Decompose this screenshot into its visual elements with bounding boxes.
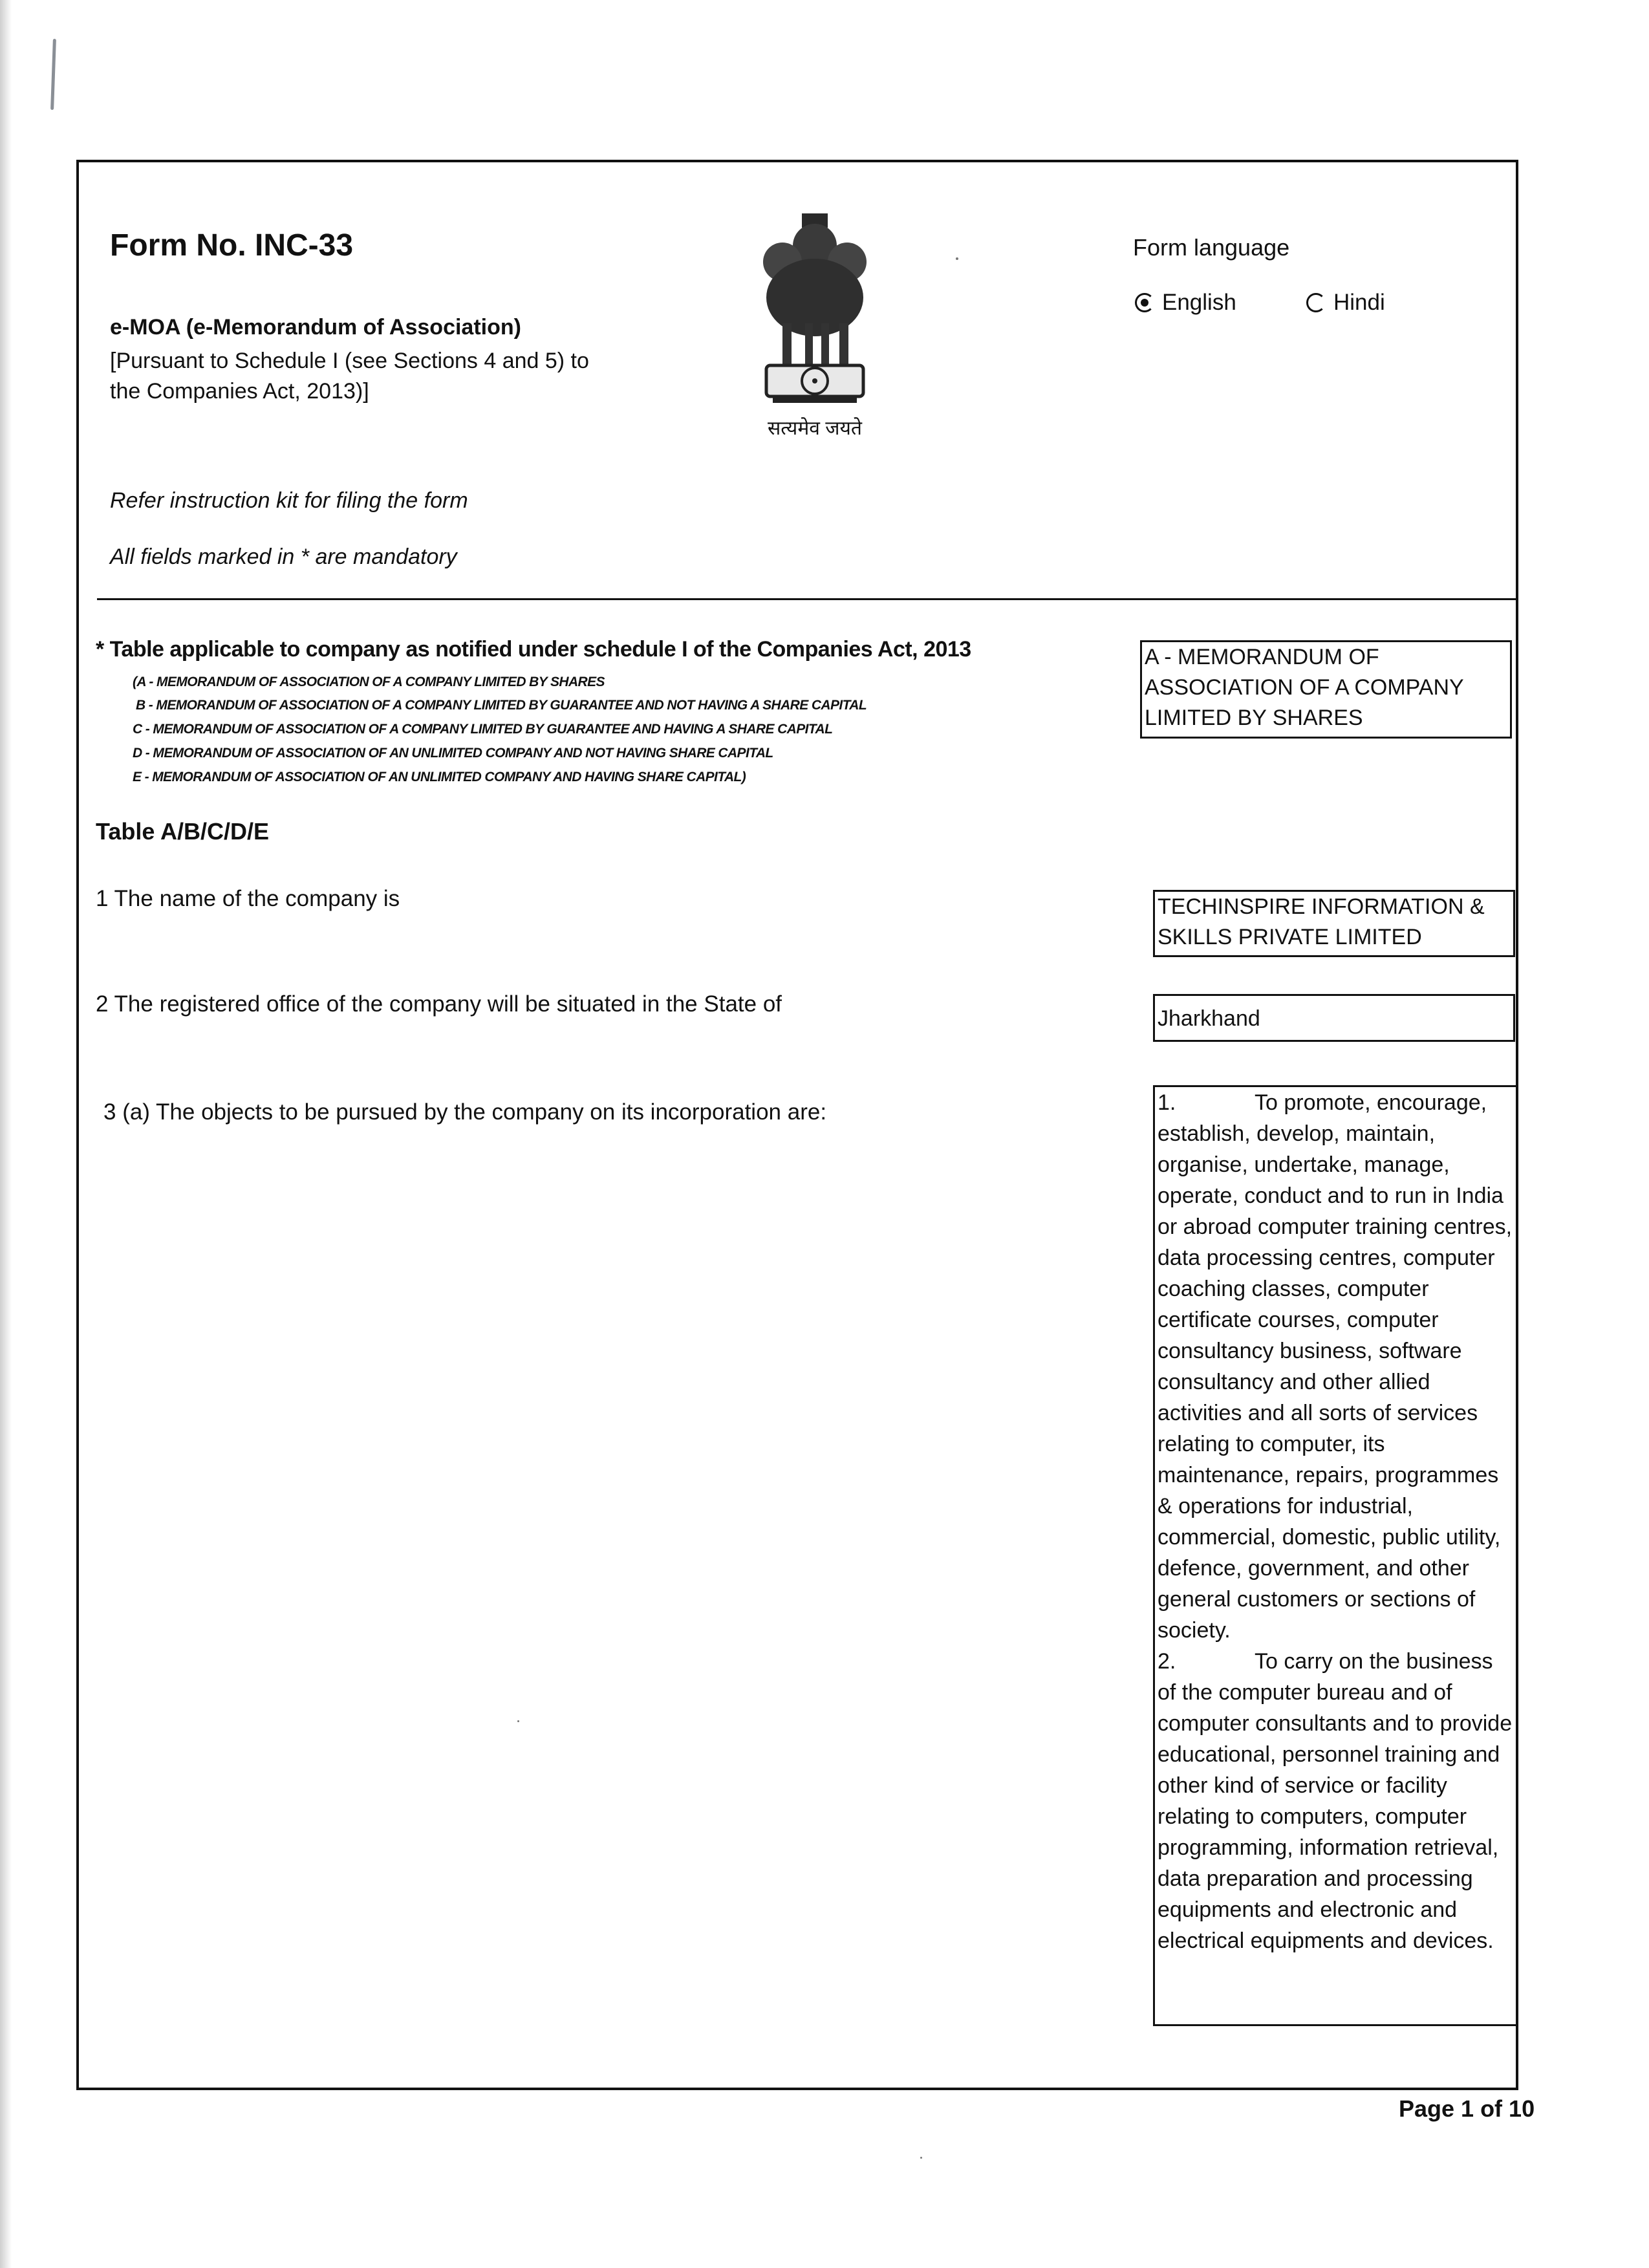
- form-number: Form No. INC-33: [110, 228, 354, 263]
- page-number: Page 1 of 10: [1399, 2095, 1535, 2122]
- object-number: 2.: [1158, 1649, 1176, 1674]
- table-applicable-field[interactable]: A - MEMORANDUM OF ASSOCIATION OF A COMPANY LIMITED BY SHARES: [1140, 640, 1512, 739]
- table-option-d: D - MEMORANDUM OF ASSOCIATION OF AN UNLIMITED COMPANY AND NOT HAVING SHARE CAPITAL: [133, 746, 773, 761]
- radio-hindi[interactable]: [1306, 290, 1385, 316]
- pursuant-line-2: the Companies Act, 2013)]: [110, 379, 369, 404]
- question-company-name: 1 The name of the company is: [96, 886, 400, 911]
- instruction-note: Refer instruction kit for filing the form: [110, 488, 468, 513]
- table-option-b: B - MEMORANDUM OF ASSOCIATION OF A COMPANY LIMITED BY GUARANTEE AND NOT HAVING A SHARE CAPITAL: [136, 698, 867, 713]
- header-divider: [97, 598, 1516, 600]
- scan-edge: [0, 0, 12, 2268]
- question-registered-state: 2 The registered office of the company will be situated in the State of: [96, 991, 782, 1017]
- scan-speck: [956, 257, 958, 260]
- radio-unchecked-icon[interactable]: [1306, 293, 1326, 312]
- pursuant-text: [110, 346, 692, 407]
- company-name-field[interactable]: TECHINSPIRE INFORMATION & SKILLS PRIVATE LIMITED: [1153, 890, 1515, 957]
- table-option-a: (A - MEMORANDUM OF ASSOCIATION OF A COMPANY LIMITED BY SHARES: [133, 675, 605, 689]
- object-text: To carry on the business of the computer bureau and of computer consultants and to provide educational, personnel training and other kind of service or facility relating to computers, computer programming, information retrieval, data preparation and processing equipments and electronic and electrical equipments and devices.: [1158, 1649, 1513, 1953]
- scan-speck: [517, 1720, 519, 1722]
- registered-state-field[interactable]: Jharkhand: [1153, 994, 1515, 1042]
- scan-speck: [920, 2157, 922, 2159]
- object-text: To promote, encourage, establish, develop, maintain, organise, undertake, manage, operate, conduct and to run in India or abroad computer training centres, data processing centres, computer coaching classes, computer certificate courses, computer consultancy business, software consultancy and other allied activities and all sorts of services relating to computer, its maintenance, repairs, programmes & operations for industrial, commercial, domestic, public utility, defence, government, and other general customers or sections of society.: [1158, 1090, 1513, 1643]
- question-objects: 3 (a) The objects to be pursued by the company on its incorporation are:: [103, 1099, 827, 1125]
- objects-field[interactable]: [1153, 1085, 1518, 2026]
- radio-english-label: English: [1162, 290, 1236, 315]
- object-item-1: [1158, 1087, 1514, 1646]
- table-option-e: E - MEMORANDUM OF ASSOCIATION OF AN UNLIMITED COMPANY AND HAVING SHARE CAPITAL): [133, 770, 746, 784]
- pursuant-line-1: [Pursuant to Schedule I (see Sections 4 and 5) to: [110, 349, 589, 373]
- staple-mark: [50, 39, 56, 110]
- object-item-2: [1158, 1646, 1514, 1956]
- table-applicable-heading: * Table applicable to company as notified under schedule I of the Companies Act, 2013: [96, 637, 971, 662]
- mandatory-note: All fields marked in * are mandatory: [110, 545, 457, 569]
- form-subtitle: e-MOA (e-Memorandum of Association): [110, 315, 521, 340]
- national-emblem-icon: [744, 207, 886, 440]
- emblem-motto: सत्यमेव जयते: [767, 418, 863, 439]
- object-number: 1.: [1158, 1090, 1176, 1115]
- table-option-c: C - MEMORANDUM OF ASSOCIATION OF A COMPANY LIMITED BY GUARANTEE AND HAVING A SHARE CAPITAL: [133, 722, 833, 737]
- radio-hindi-label: Hindi: [1333, 290, 1385, 315]
- radio-english[interactable]: [1135, 290, 1236, 316]
- form-language-label: Form language: [1133, 234, 1290, 261]
- section-label: Table A/B/C/D/E: [96, 818, 270, 845]
- radio-checked-icon[interactable]: [1135, 293, 1154, 312]
